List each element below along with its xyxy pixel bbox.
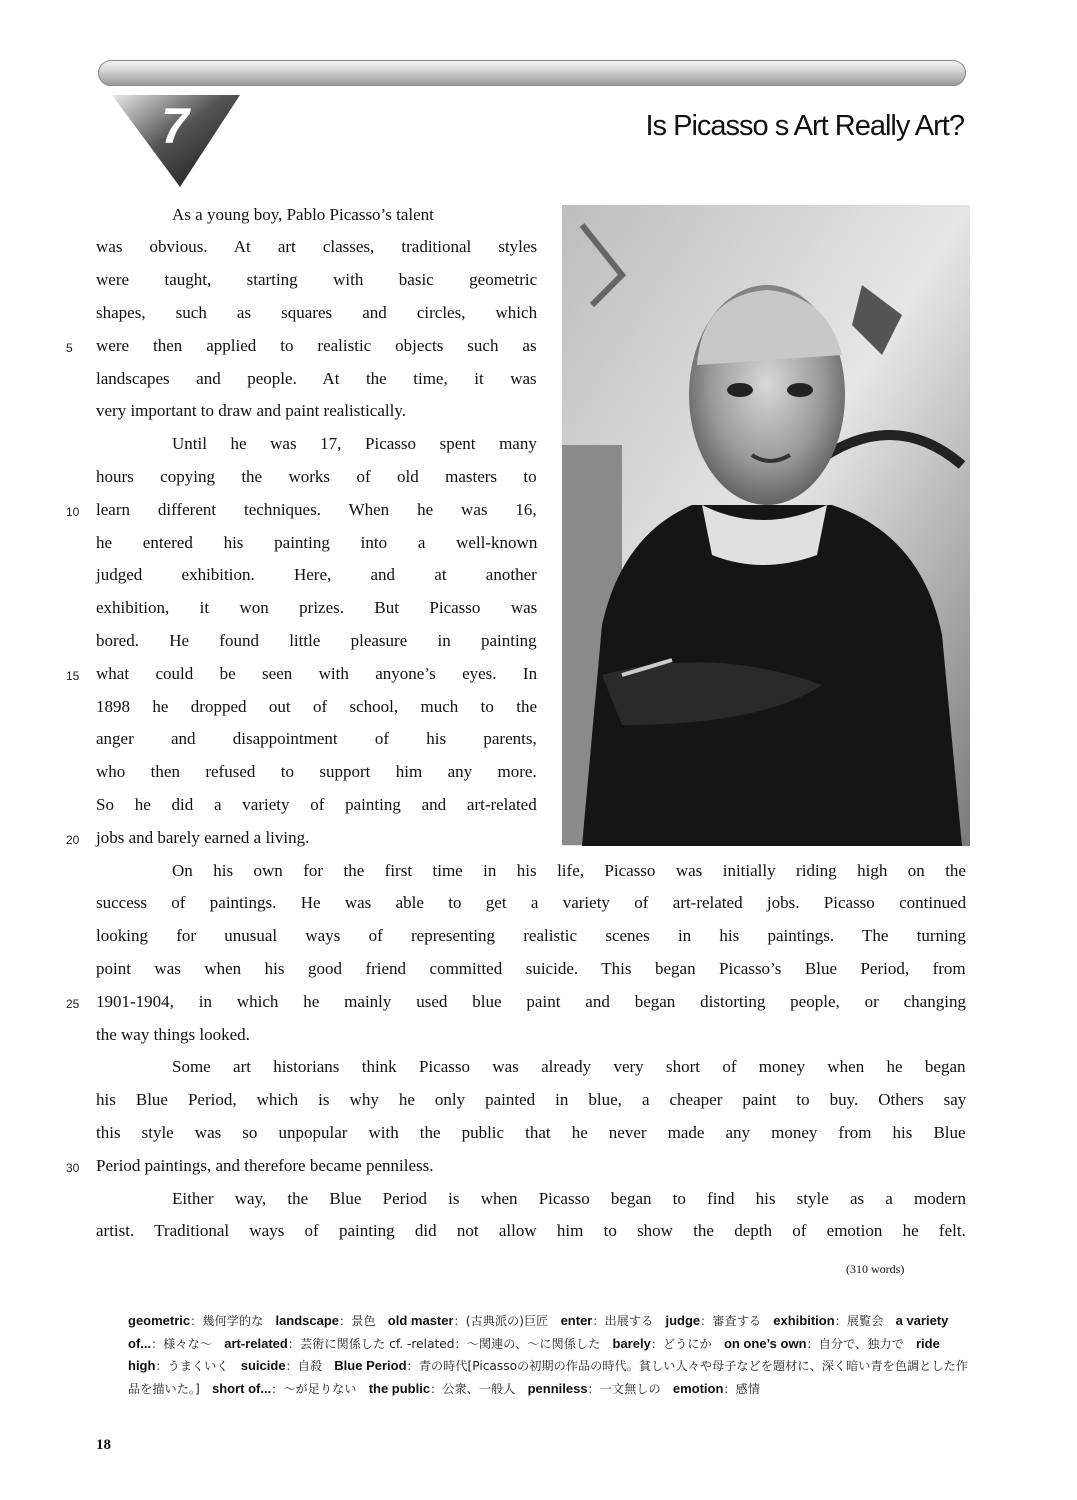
glossary-definition: ：芸術に関係した cf. -related：～関連の、～に関係した xyxy=(287,1336,601,1351)
glossary-term: on one’s own xyxy=(723,1335,807,1351)
glossary-definition: ：どうにか xyxy=(650,1336,712,1351)
body-line: shapes, such as squares and circles, which xyxy=(96,303,538,322)
glossary-entry xyxy=(673,1382,760,1396)
line-number: 20 xyxy=(66,833,80,847)
glossary-term: barely xyxy=(612,1335,651,1351)
body-line: landscapes and people. At the time, it was xyxy=(96,369,537,388)
glossary-entry xyxy=(613,1337,712,1351)
page-number: 18 xyxy=(96,1437,111,1453)
body-line: On his own for the first time in his life, Picasso was initially riding high on the xyxy=(172,861,966,880)
glossary-definition: ：出展する xyxy=(592,1314,654,1328)
body-line: 1898 he dropped out of school, much to the xyxy=(96,697,538,716)
body-line: exhibition, it won prizes. But Picasso was xyxy=(96,598,538,617)
glossary-entry xyxy=(128,1314,263,1328)
line-number: 25 xyxy=(66,997,80,1011)
body-line: what could be seen with anyone’s eyes. In xyxy=(96,664,538,683)
body-line: anger and disappointment of his parents, xyxy=(96,729,537,748)
glossary-term: landscape xyxy=(275,1313,340,1328)
glossary-term: Blue Period xyxy=(334,1358,407,1373)
glossary-definition: ：景色 xyxy=(339,1314,376,1328)
glossary-entry xyxy=(528,1382,661,1396)
line-number: 5 xyxy=(66,341,73,355)
body-line: Period paintings, and therefore became penniless. xyxy=(96,1156,434,1175)
glossary-entry xyxy=(224,1337,600,1351)
glossary-entry xyxy=(561,1314,654,1328)
body-line: hours copying the works of old masters to xyxy=(96,467,537,486)
body-line: the way things looked. xyxy=(96,1025,250,1044)
glossary-term: ride high xyxy=(128,1335,940,1373)
glossary-term: suicide xyxy=(240,1358,286,1373)
unit-number: 7 xyxy=(161,98,189,154)
glossary-term: geometric xyxy=(128,1313,191,1328)
body-line: he entered his painting into a well-known xyxy=(96,533,538,552)
line-number: 15 xyxy=(66,669,80,683)
glossary-definition: ：(古典派の)巨匠 xyxy=(453,1314,549,1328)
glossary-term: a variety of... xyxy=(128,1313,949,1351)
body-line: success of paintings. He was able to get a variety of art-related jobs. Picasso continued xyxy=(96,893,967,912)
body-line: were then applied to realistic objects such as xyxy=(96,336,537,355)
glossary-term: the public xyxy=(368,1380,431,1396)
glossary-definition: ：うまくいく xyxy=(155,1359,229,1373)
line-number: 30 xyxy=(66,1161,80,1175)
glossary-definition: ：審査する xyxy=(700,1314,762,1328)
portrait-image xyxy=(562,205,970,846)
glossary-definition: ：展覧会 xyxy=(834,1314,884,1328)
header-bar xyxy=(98,60,966,86)
line-number: 10 xyxy=(66,505,80,519)
glossary-term: short of... xyxy=(211,1380,272,1396)
glossary xyxy=(128,1310,968,1400)
glossary-definition: ：一文無しの xyxy=(587,1381,661,1396)
glossary-entry xyxy=(388,1314,549,1328)
glossary-entry xyxy=(275,1314,375,1328)
body-line: very important to draw and paint realistically. xyxy=(96,401,406,420)
body-line: As a young boy, Pablo Picasso’s talent xyxy=(172,205,434,224)
glossary-entry xyxy=(773,1314,883,1328)
glossary-definition: ：様々な～ xyxy=(151,1336,213,1351)
glossary-term: art-related xyxy=(224,1335,288,1351)
page-title: Is Picasso s Art Really Art? xyxy=(645,110,964,142)
glossary-entry xyxy=(724,1337,904,1351)
body-line: was obvious. At art classes, traditional styles xyxy=(96,237,538,256)
word-count: (310 words) xyxy=(846,1262,905,1276)
glossary-definition: ：青の時代[Picassoの初期の作品の時代。貧しい人々や母子などを題材に、深く暗い青を色調とした作品を描いた。] xyxy=(128,1359,968,1396)
glossary-term: enter xyxy=(560,1313,593,1328)
body-line: artist. Traditional ways of painting did not allow him to show the depth of emotion he felt. xyxy=(96,1221,966,1240)
glossary-term: exhibition xyxy=(773,1313,835,1328)
glossary-entry xyxy=(369,1382,516,1396)
body-line: were taught, starting with basic geometric xyxy=(96,270,538,289)
body-line: learn different techniques. When he was 16, xyxy=(96,500,537,519)
glossary-definition: ：公衆、一般人 xyxy=(430,1381,516,1396)
glossary-definition: ：～が足りない xyxy=(271,1381,357,1396)
body-line: who then refused to support him any more. xyxy=(96,762,537,781)
glossary-term: old master xyxy=(387,1313,454,1328)
glossary-entry xyxy=(241,1359,322,1373)
glossary-entry xyxy=(665,1314,761,1328)
body-line: 1901-1904, in which he mainly used blue paint and began distorting people, or changing xyxy=(96,992,966,1011)
glossary-definition: ：自分で、独力で xyxy=(806,1336,904,1351)
glossary-term: judge xyxy=(665,1313,701,1328)
glossary-term: emotion xyxy=(672,1380,724,1396)
portrait-photo xyxy=(562,205,970,846)
body-line: So he did a variety of painting and art-related xyxy=(96,795,537,814)
glossary-definition: ：幾何学的な xyxy=(190,1314,264,1328)
body-line: Either way, the Blue Period is when Picasso began to find his style as a modern xyxy=(172,1189,966,1208)
body-line: point was when his good friend committed suicide. This began Picasso’s Blue Period, from xyxy=(96,959,966,978)
body-line: Until he was 17, Picasso spent many xyxy=(172,434,537,453)
body-line: jobs and barely earned a living. xyxy=(96,828,310,847)
body-line: Some art historians think Picasso was already very short of money when he began xyxy=(172,1057,966,1076)
glossary-definition: ：自殺 xyxy=(285,1359,323,1373)
body-line: bored. He found little pleasure in painting xyxy=(96,631,537,650)
glossary-definition: ：感情 xyxy=(723,1381,760,1396)
body-line: his Blue Period, which is why he only painted in blue, a cheaper paint to buy. Others say xyxy=(96,1090,967,1109)
glossary-entry xyxy=(212,1382,357,1396)
body-line: looking for unusual ways of representing realistic scenes in his paintings. The turning xyxy=(96,926,966,945)
glossary-term: penniless xyxy=(527,1380,588,1396)
body-line: judged exhibition. Here, and at another xyxy=(96,565,537,584)
body-line: this style was so unpopular with the public that he never made any money from his Blue xyxy=(96,1123,966,1142)
